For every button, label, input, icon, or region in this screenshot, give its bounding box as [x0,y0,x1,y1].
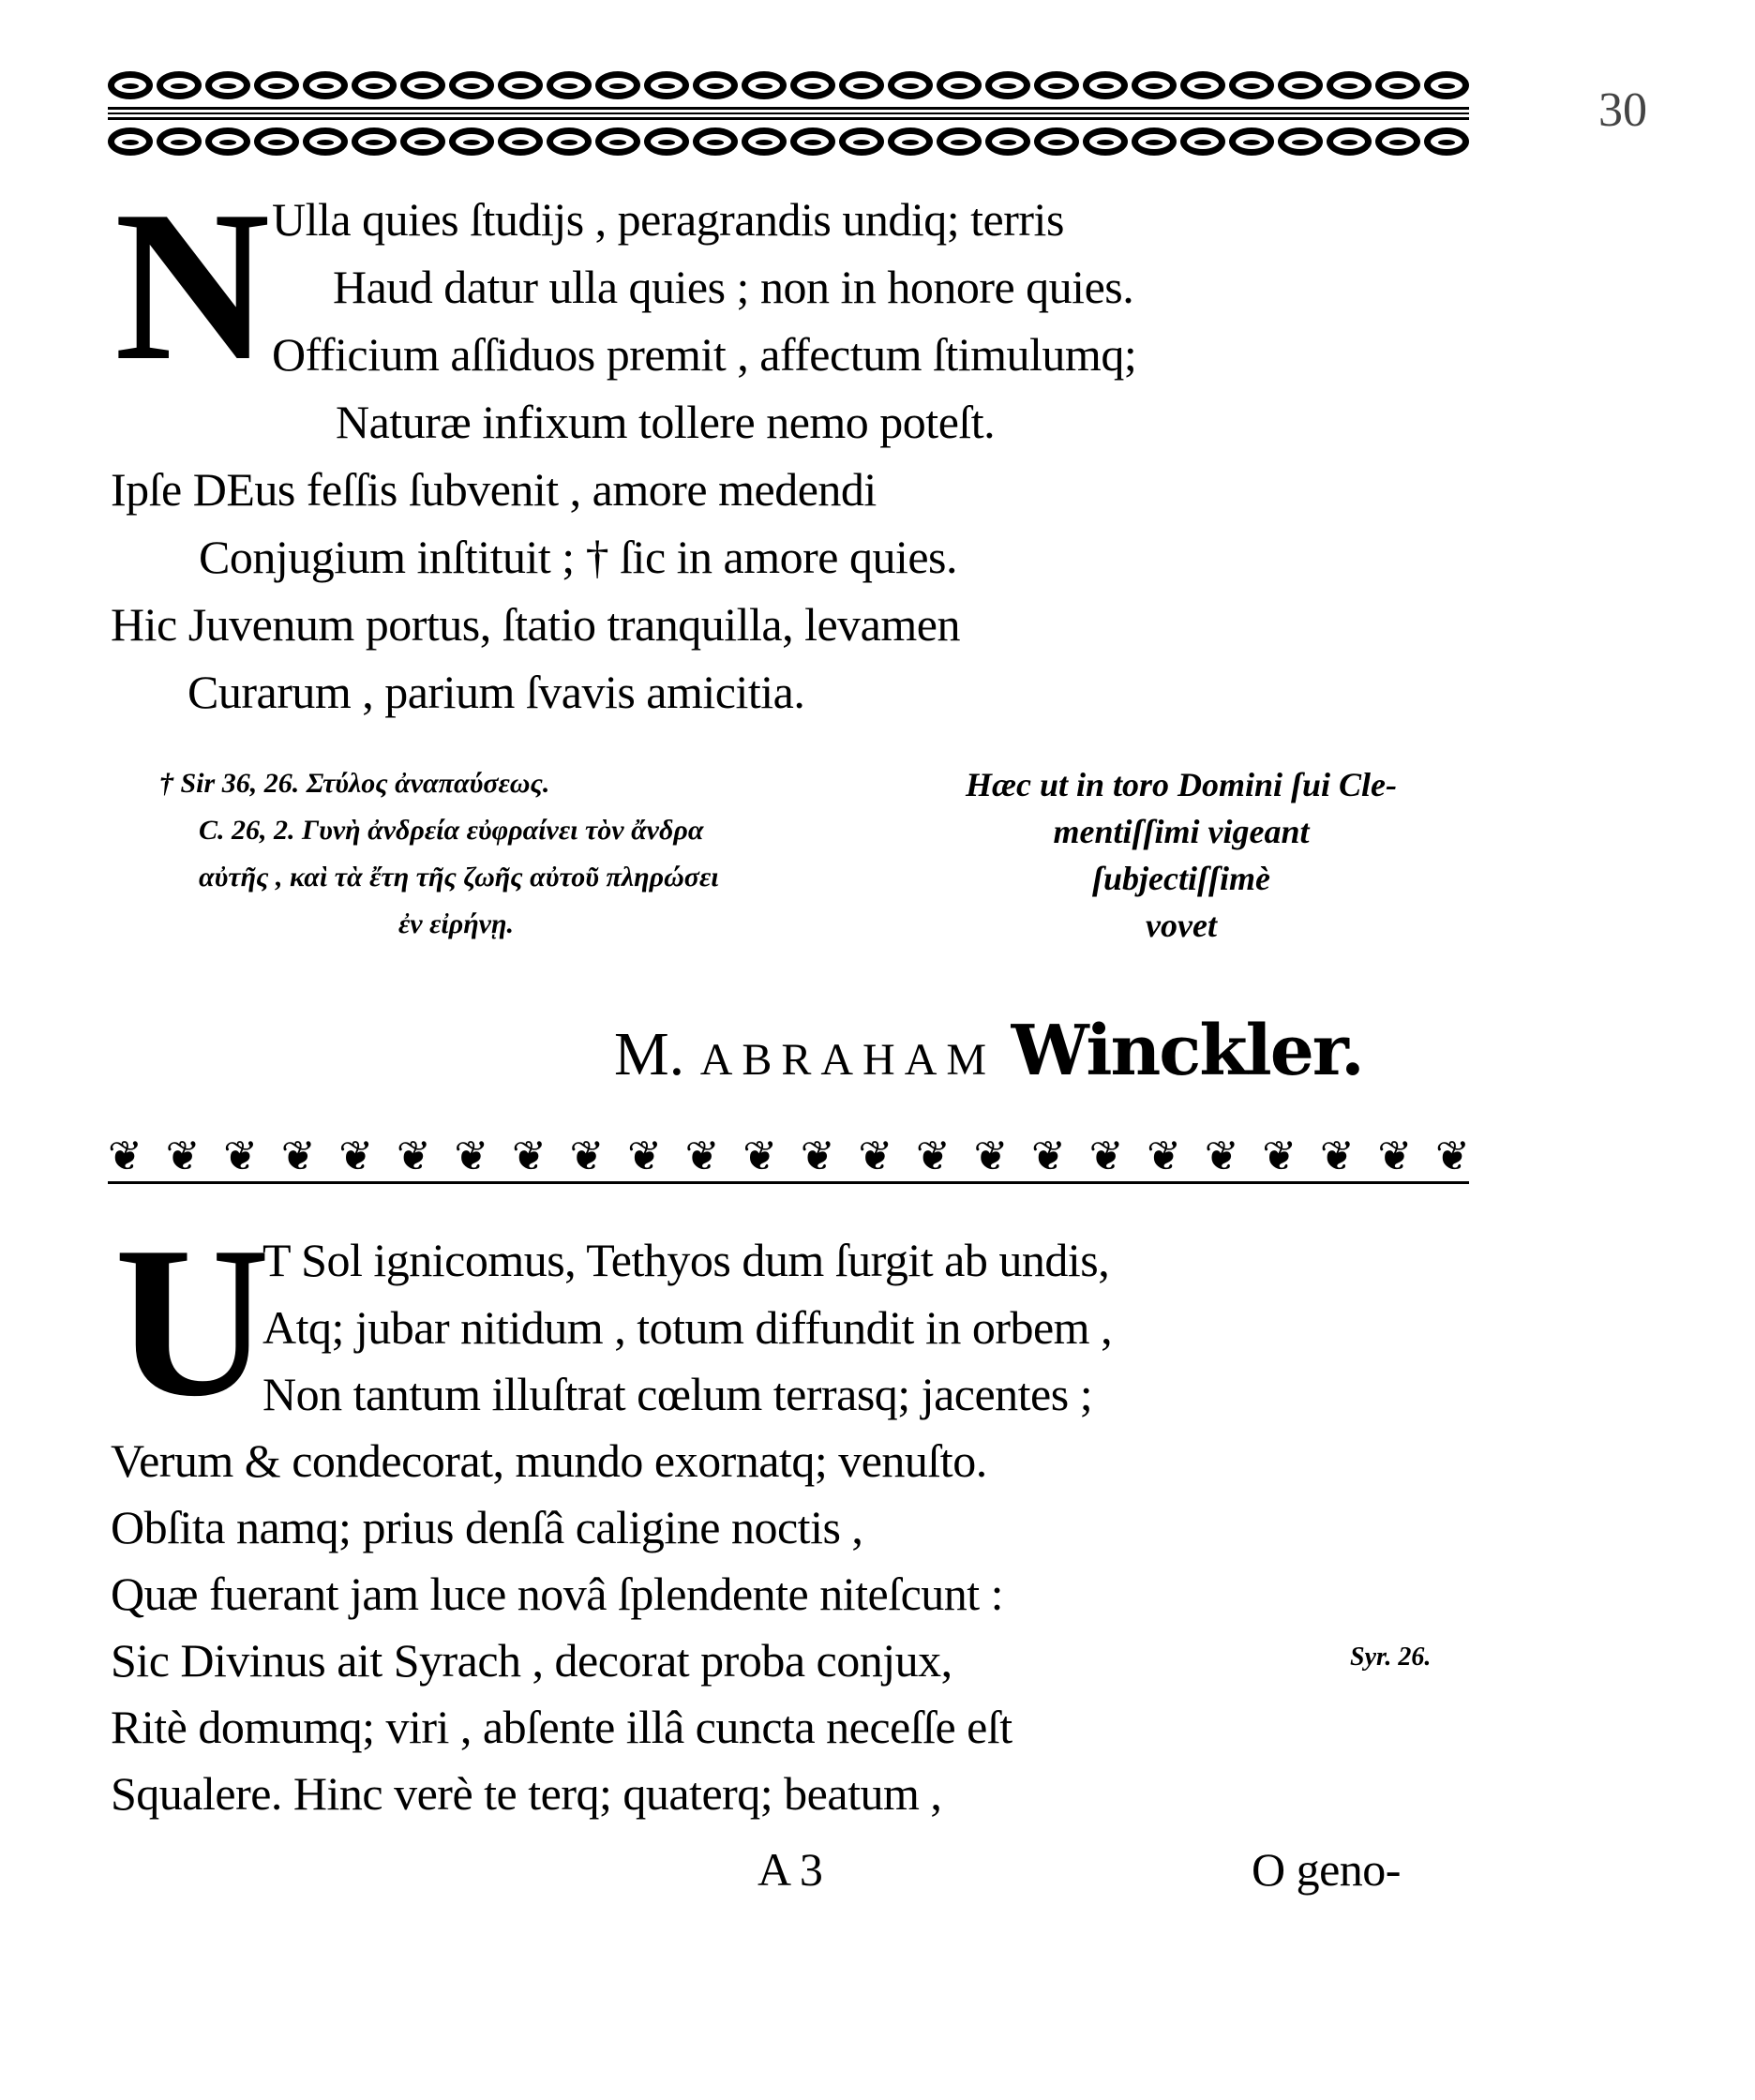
ornament-rule [108,107,1469,110]
chain-link-icon [1034,128,1079,156]
chain-link-icon [595,71,640,99]
fleuron-icon: ❦ [1262,1133,1297,1179]
fleuron-icon: ❦ [973,1133,1008,1179]
chain-link-icon [888,71,933,99]
ornament-rule [108,112,1469,114]
chain-link-icon [254,128,299,156]
chain-link-icon [303,128,348,156]
fleuron-icon: ❦ [915,1133,950,1179]
chain-link-icon [157,71,202,99]
chain-link-icon [1375,128,1420,156]
chain-link-icon [1278,128,1323,156]
fleuron-icon: ❦ [454,1133,488,1179]
chain-row-bottom [108,128,1469,156]
fleuron-icon: ❦ [1088,1133,1123,1179]
chain-link-icon [1083,71,1128,99]
chain-link-icon [1229,128,1274,156]
greek-citation-line-4: ἐν εἰρήνῃ. [398,908,514,939]
poem1-line-1: Ulla quies ſtudijs , peragrandis undiq; terris [272,193,1064,246]
poem2-line-1: T Sol ignicomus, Tethyos dum ſurgit ab undis, [262,1234,1110,1286]
chain-link-icon [790,71,835,99]
dedication-line-3: ſubjectiſſimè [1092,860,1270,897]
fleuron-icon: ❦ [858,1133,892,1179]
chain-link-icon [790,128,835,156]
chain-link-icon [1180,128,1225,156]
fleuron-icon: ❦ [1031,1133,1065,1179]
poem2-line-2: Atq; jubar nitidum , totum diffundit in orbem , [262,1301,1113,1354]
poem2-line-8: Ritè domumq; viri , abſente illâ cuncta neceſſe eſt [111,1701,1012,1753]
chain-link-icon [1132,128,1177,156]
chain-link-icon [547,71,592,99]
fleuron-icon: ❦ [684,1133,719,1179]
chain-link-icon [693,128,738,156]
chain-link-icon [839,71,884,99]
poem1-line-6: Conjugium inſtituit ; † ſic in amore quies. [199,531,957,583]
chain-link-icon [1424,128,1469,156]
fleuron-icon: ❦ [569,1133,604,1179]
dedication-block [900,761,1462,949]
chain-link-icon [742,128,787,156]
chain-link-icon [352,128,397,156]
fleuron-icon: ❦ [223,1133,257,1179]
fleuron-icon: ❦ [165,1133,200,1179]
author-signature [614,1011,1363,1091]
greek-citation-line-2: C. 26, 2. Γυνὴ ἀνδρεία εὐφραίνει τὸν ἄνδρα [199,815,704,846]
fleuron-icon: ❦ [1377,1133,1412,1179]
chain-row-top [108,71,1469,99]
fleuron-icon: ❦ [338,1133,373,1179]
fleuron-icon: ❦ [627,1133,661,1179]
chain-link-icon [742,71,787,99]
fleuron-icon: ❦ [1434,1133,1469,1179]
chain-link-icon [888,128,933,156]
fleuron-icon: ❦ [742,1133,777,1179]
dedication-line-2: mentiſſimi vigeant [1053,813,1310,850]
drop-cap-n: N [114,166,271,405]
fleuron-ornament-band [108,1133,1469,1187]
chain-link-icon [1180,71,1225,99]
fleuron-icon: ❦ [1319,1133,1354,1179]
chain-link-icon [1375,71,1420,99]
fleuron-icon: ❦ [511,1133,546,1179]
chain-link-icon [1278,71,1323,99]
chain-link-icon [1229,71,1274,99]
chain-link-icon [1132,71,1177,99]
drop-cap-u: U [114,1202,271,1441]
poem1-line-5: Ipſe DEus feſſis ſubvenit , amore medendi [111,463,877,516]
dedication-line-1: Hæc ut in toro Domini ſui Cle- [965,766,1398,803]
chain-link-icon [937,71,982,99]
chain-link-icon [693,71,738,99]
dedication-line-4: vovet [1146,907,1217,944]
ornament-rule [108,1181,1469,1184]
fleuron-icon: ❦ [396,1133,430,1179]
fleuron-icon: ❦ [1204,1133,1238,1179]
chain-link-icon [985,71,1030,99]
chain-link-icon [498,128,543,156]
poem1-line-7: Hic Juvenum portus, ſtatio tranquilla, levamen [111,598,960,651]
chain-link-icon [644,128,689,156]
poem1-line-4: Naturæ infixum tollere nemo poteſt. [336,396,996,448]
greek-citation-line-3: αὐτῆς , καὶ τὰ ἔτη τῆς ζωῆς αὐτοῦ πληρώσει [199,862,719,892]
chain-link-icon [157,128,202,156]
poem2-line-5: Obſita namq; prius denſâ caligine noctis , [111,1501,863,1553]
catchword: O geno- [1252,1843,1401,1896]
signature-surname: Winckler. [1011,1011,1363,1091]
chain-link-icon [108,128,153,156]
chain-link-icon [303,71,348,99]
signature-mark: A 3 [758,1843,823,1896]
chain-link-icon [352,71,397,99]
signature-first-name: ABRAHAM [699,1035,997,1085]
poem2-line-9: Squalere. Hinc verè te terq; quaterq; beatum , [111,1767,942,1820]
chain-link-icon [1034,71,1079,99]
chain-link-icon [644,71,689,99]
chain-link-icon [1327,128,1372,156]
chain-link-icon [400,128,445,156]
fleuron-icon: ❦ [108,1133,142,1179]
chain-link-icon [937,128,982,156]
chain-link-icon [205,128,250,156]
fleuron-icon: ❦ [280,1133,315,1179]
poem2-line-3: Non tantum illuſtrat cœlum terrasq; jacentes ; [262,1368,1093,1420]
poem1-line-2: Haud datur ulla quies ; non in honore quies. [333,261,1134,313]
chain-link-icon [449,128,494,156]
top-ornament-band [108,71,1469,156]
chain-link-icon [595,128,640,156]
margin-note-syr: Syr. 26. [1350,1642,1432,1672]
chain-link-icon [547,128,592,156]
poem2-line-6: Quæ fuerant jam luce novâ ſplendente niteſcunt : [111,1568,1004,1620]
poem2-line-7: Sic Divinus ait Syrach , decorat proba conjux, [111,1634,952,1687]
chain-link-icon [839,128,884,156]
chain-link-icon [1083,128,1128,156]
chain-link-icon [205,71,250,99]
ornament-rule [108,117,1469,120]
poem2-line-4: Verum & condecorat, mundo exornatq; venuſto. [111,1434,987,1487]
poem1-line-3: Officium aſſiduos premit , affectum ſtimulumq; [272,328,1137,381]
fleuron-row [108,1133,1469,1179]
chain-link-icon [985,128,1030,156]
fleuron-icon: ❦ [1147,1133,1180,1179]
chain-link-icon [1424,71,1469,99]
chain-link-icon [254,71,299,99]
greek-citation-line-1: † Sir 36, 26. Στύλος ἀναπαύσεως. [159,768,550,799]
chain-link-icon [108,71,153,99]
chain-link-icon [1327,71,1372,99]
chain-link-icon [400,71,445,99]
poem1-line-8: Curarum , parium ſvavis amicitia. [188,666,805,718]
fleuron-icon: ❦ [800,1133,834,1179]
chain-link-icon [449,71,494,99]
chain-link-icon [498,71,543,99]
folio-number: 30 [1598,83,1647,137]
signature-prefix: M. [614,1020,685,1088]
